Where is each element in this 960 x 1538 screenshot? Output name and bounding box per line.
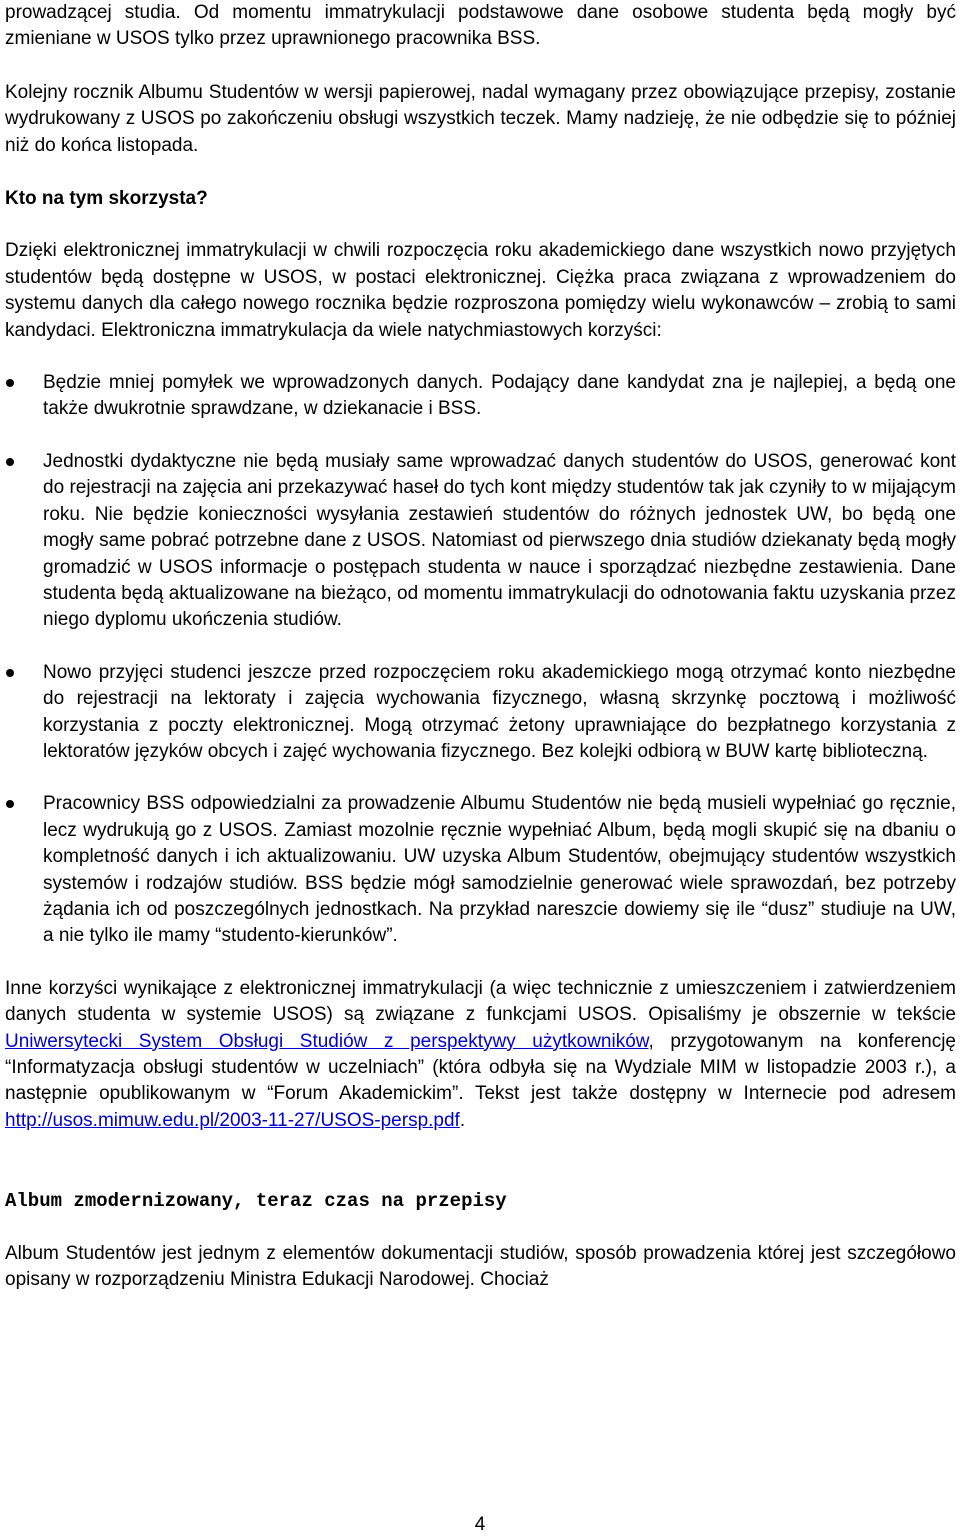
album-paragraph: Kolejny rocznik Albumu Studentów w wersji papierowej, nadal wymagany przez obowiązujące przepisy, zostanie wydrukowany z USOS po zakończeniu obsługi wszystkich teczek. Mamy nadzieję, że nie odbędzie się to później niż do końca listopada. bbox=[5, 81, 956, 156]
section-heading-album: Album zmodernizowany, teraz czas na przepisy bbox=[5, 1190, 507, 1213]
benefits-list bbox=[5, 370, 956, 950]
usos-pdf-link[interactable]: http://usos.mimuw.edu.pl/2003-11-27/USOS-persp.pdf bbox=[5, 1109, 460, 1131]
other-text-3: . bbox=[459, 1109, 466, 1131]
bullet-icon bbox=[6, 379, 14, 387]
bullet-icon bbox=[6, 458, 14, 466]
list-item bbox=[5, 791, 956, 949]
list-item bbox=[5, 449, 956, 634]
other-text-1: Inne korzyści wynikające z elektronicznej immatrykulacji (a więc technicznie z umieszczeniem i zatwierdzeniem danych studenta w systemie USOS) są związane z funkcjami USOS. Opisaliśmy je obszernie w tekście bbox=[5, 977, 956, 1026]
list-item-text: Nowo przyjęci studenci jeszcze przed rozpoczęciem roku akademickiego mogą otrzymać konto niezbędne do rejestracji na lektoraty i zajęcia wychowania fizycznego, własną skrzynkę pocztową i możliwość korzystania z poczty elektronicznej. Mogą otrzymać żetony uprawniające do bezpłatnego korzystania z lektoratów języków obcych i zajęć wychowania fizycznego. Bez kolejki odbiorą w BUW kartę biblioteczną. bbox=[43, 661, 956, 762]
list-item-text: Jednostki dydaktyczne nie będą musiały same wprowadzać danych studentów do USOS, generować kont do rejestracji na zajęcia ani przekazywać haseł do tych kont między studentów tak jak czyniły to w mijającym roku. Nie będzie konieczności wysyłania zestawień studentów do różnych jednostek UW, bo będą one mogły same pobrać potrzebne dane z USOS. Natomiast od pierwszego dnia studiów dziekanaty będą mogły gromadzić w USOS informacje o postępach studenta w nauce i sporządzać niezbędne zestawienia. Dane studenta będą aktualizowane na bieżąco, od momentu immatrykulacji do odnotowania faktu uzyskania przez niego dyplomu ukończenia studiów. bbox=[43, 450, 956, 631]
page-number: 4 bbox=[474, 1514, 486, 1535]
other-text-2: , przygotowanym na konferencję “Informatyzacja obsługi studentów w uczelniach” (która odbyła się na Wydziale MIM w listopadzie 2003 r.), a następnie opublikowanym w “Forum Akademickim”. Tekst jest także dostępny w Internecie pod adresem bbox=[5, 1030, 956, 1105]
document-page bbox=[5, 0, 956, 1293]
list-item-text: Pracownicy BSS odpowiedzialni za prowadzenie Albumu Studentów nie będą musieli wypełniać go ręcznie, lecz wydrukują go z USOS. Zamiast mozolnie ręcznie wypełniać Album, będą mogli skupić się na dbaniu o kompletność danych i ich aktualizowaniu. UW uzyska Album Studentów, obejmujący studentów wszystkich systemów i rodzajów studiów. BSS będzie mógł samodzielnie generować wiele sprawozdań, bez potrzeby żądania ich od poszczególnych jednostkach. Na przykład nareszcie dowiemy się ile “dusz” studiuje na UW, a nie tylko ile mamy “studento-kierunków”. bbox=[43, 793, 956, 947]
usos-article-link[interactable]: Uniwersytecki System Obsługi Studiów z perspektywy użytkowników bbox=[5, 1030, 649, 1052]
list-item-text: Będzie mniej pomyłek we wprowadzonych danych. Podający dane kandydat zna je najlepiej, a będą one także dwukrotnie sprawdzane, w dziekanacie i BSS. bbox=[43, 372, 956, 420]
bullet-icon bbox=[6, 800, 14, 808]
bullet-icon bbox=[6, 669, 14, 677]
who-paragraph: Dzięki elektronicznej immatrykulacji w chwili rozpoczęcia roku akademickiego dane wszystkich nowo przyjętych studentów będą dostępne w USOS, w postaci elektronicznej. Ciężka praca związana z wprowadzeniem do systemu danych dla całego nowego rocznika będzie rozproszona pomiędzy wielu wykonawców – zrobią to sami kandydaci. Elektroniczna immatrykulacja da wiele natychmiastowych korzyści: bbox=[5, 240, 956, 341]
album-last-paragraph: Album Studentów jest jednym z elementów dokumentacji studiów, sposób prowadzenia której jest szczegółowo opisany w rozporządzeniu Ministra Edukacji Narodowej. Chociaż bbox=[5, 1242, 956, 1291]
section-heading-who: Kto na tym skorzysta? bbox=[5, 188, 208, 210]
list-item bbox=[5, 370, 956, 423]
list-item bbox=[5, 660, 956, 766]
intro-paragraph: prowadzącej studia. Od momentu immatrykulacji podstawowe dane osobowe studenta będą mogły być zmieniane w USOS tylko przez uprawnionego pracownika BSS. bbox=[5, 2, 956, 50]
other-benefits-paragraph bbox=[5, 976, 956, 1134]
